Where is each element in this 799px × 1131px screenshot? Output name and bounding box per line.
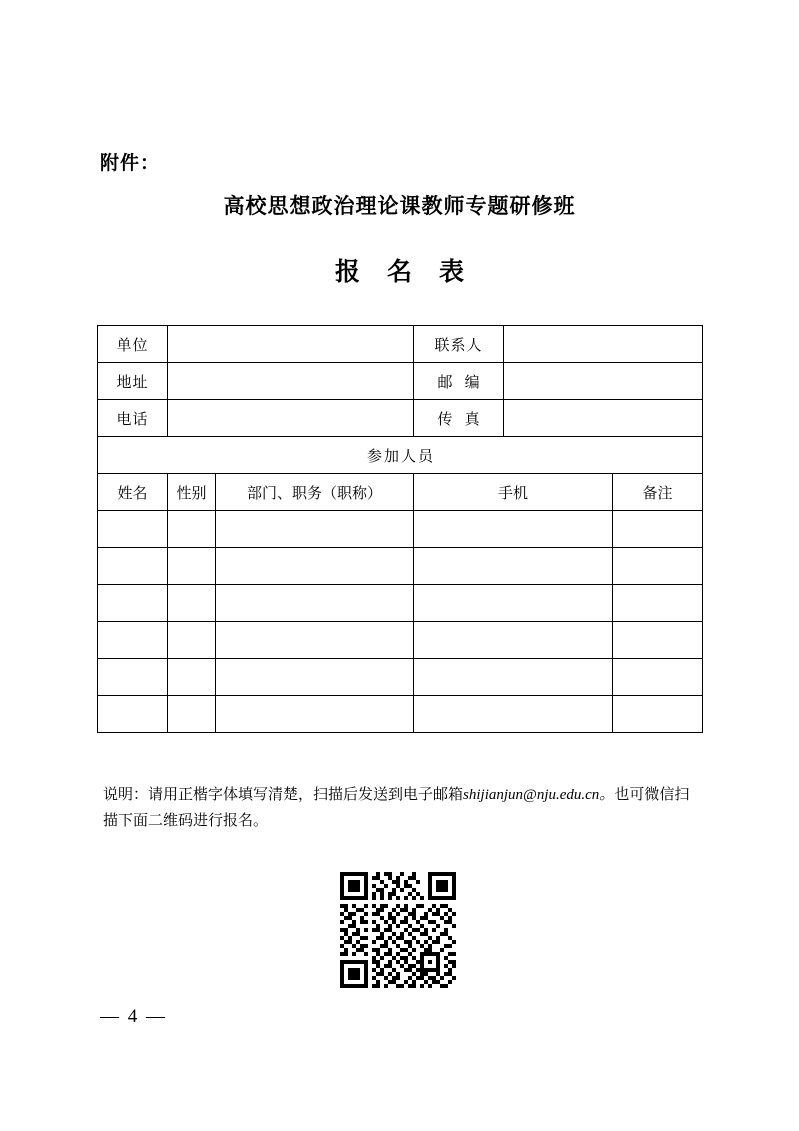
page-subtitle: 报 名 表 [335, 258, 474, 286]
registration-form-table [97, 325, 703, 733]
table-row [98, 622, 703, 659]
address-label: 地址 [98, 363, 168, 400]
cell-mobile[interactable] [414, 622, 613, 659]
cell-name[interactable] [98, 622, 168, 659]
contact-value[interactable] [504, 326, 703, 363]
cell-remark[interactable] [613, 696, 703, 733]
note-line2: 也可微信扫描下面二维码进行报名。 [103, 786, 690, 830]
qr-code[interactable] [315, 872, 481, 988]
cell-gender[interactable] [168, 548, 216, 585]
column-header-mobile: 手机 [414, 474, 613, 511]
cell-remark[interactable] [613, 548, 703, 585]
cell-remark[interactable] [613, 659, 703, 696]
cell-remark[interactable] [613, 622, 703, 659]
cell-mobile[interactable] [414, 585, 613, 622]
cell-gender[interactable] [168, 696, 216, 733]
column-header-remark: 备注 [613, 474, 703, 511]
cell-department[interactable] [216, 511, 414, 548]
cell-department[interactable] [216, 659, 414, 696]
table-header-row [98, 474, 703, 511]
cell-gender[interactable] [168, 511, 216, 548]
cell-name[interactable] [98, 511, 168, 548]
cell-name[interactable] [98, 585, 168, 622]
cell-mobile[interactable] [414, 511, 613, 548]
fax-label: 传 真 [414, 400, 504, 437]
attachment-label: 附件： [100, 153, 161, 174]
cell-name[interactable] [98, 696, 168, 733]
table-row [98, 696, 703, 733]
column-header-gender: 性别 [168, 474, 216, 511]
cell-mobile[interactable] [414, 548, 613, 585]
org-label: 单位 [98, 326, 168, 363]
table-row [98, 326, 703, 363]
cell-mobile[interactable] [414, 696, 613, 733]
cell-gender[interactable] [168, 659, 216, 696]
cell-gender[interactable] [168, 585, 216, 622]
table-row [98, 363, 703, 400]
cell-gender[interactable] [168, 622, 216, 659]
table-row [98, 659, 703, 696]
note-line1: 说明：请用正楷字体填写清楚，扫描后发送到电子邮箱 [103, 786, 464, 803]
cell-department[interactable] [216, 548, 414, 585]
table-row [98, 511, 703, 548]
note-email: shijianjun@nju.edu.cn。 [463, 787, 615, 803]
table-row [98, 400, 703, 437]
column-header-name: 姓名 [98, 474, 168, 511]
phone-label: 电话 [98, 400, 168, 437]
postcode-value[interactable] [504, 363, 703, 400]
cell-name[interactable] [98, 548, 168, 585]
table-row [98, 585, 703, 622]
fax-value[interactable] [504, 400, 703, 437]
org-value[interactable] [168, 326, 414, 363]
participants-section-header: 参加人员 [98, 437, 703, 474]
cell-name[interactable] [98, 659, 168, 696]
cell-remark[interactable] [613, 585, 703, 622]
page-number: — 4 — [100, 1006, 167, 1027]
cell-department[interactable] [216, 585, 414, 622]
cell-department[interactable] [216, 696, 414, 733]
contact-label: 联系人 [414, 326, 504, 363]
table-row [98, 548, 703, 585]
table-row [98, 437, 703, 474]
page-title: 高校思想政治理论课教师专题研修班 [223, 195, 576, 218]
cell-department[interactable] [216, 622, 414, 659]
address-value[interactable] [168, 363, 414, 400]
cell-mobile[interactable] [414, 659, 613, 696]
column-header-department: 部门、职务（职称） [216, 474, 414, 511]
phone-value[interactable] [168, 400, 414, 437]
postcode-label: 邮 编 [414, 363, 504, 400]
form-note [103, 782, 703, 835]
cell-remark[interactable] [613, 511, 703, 548]
